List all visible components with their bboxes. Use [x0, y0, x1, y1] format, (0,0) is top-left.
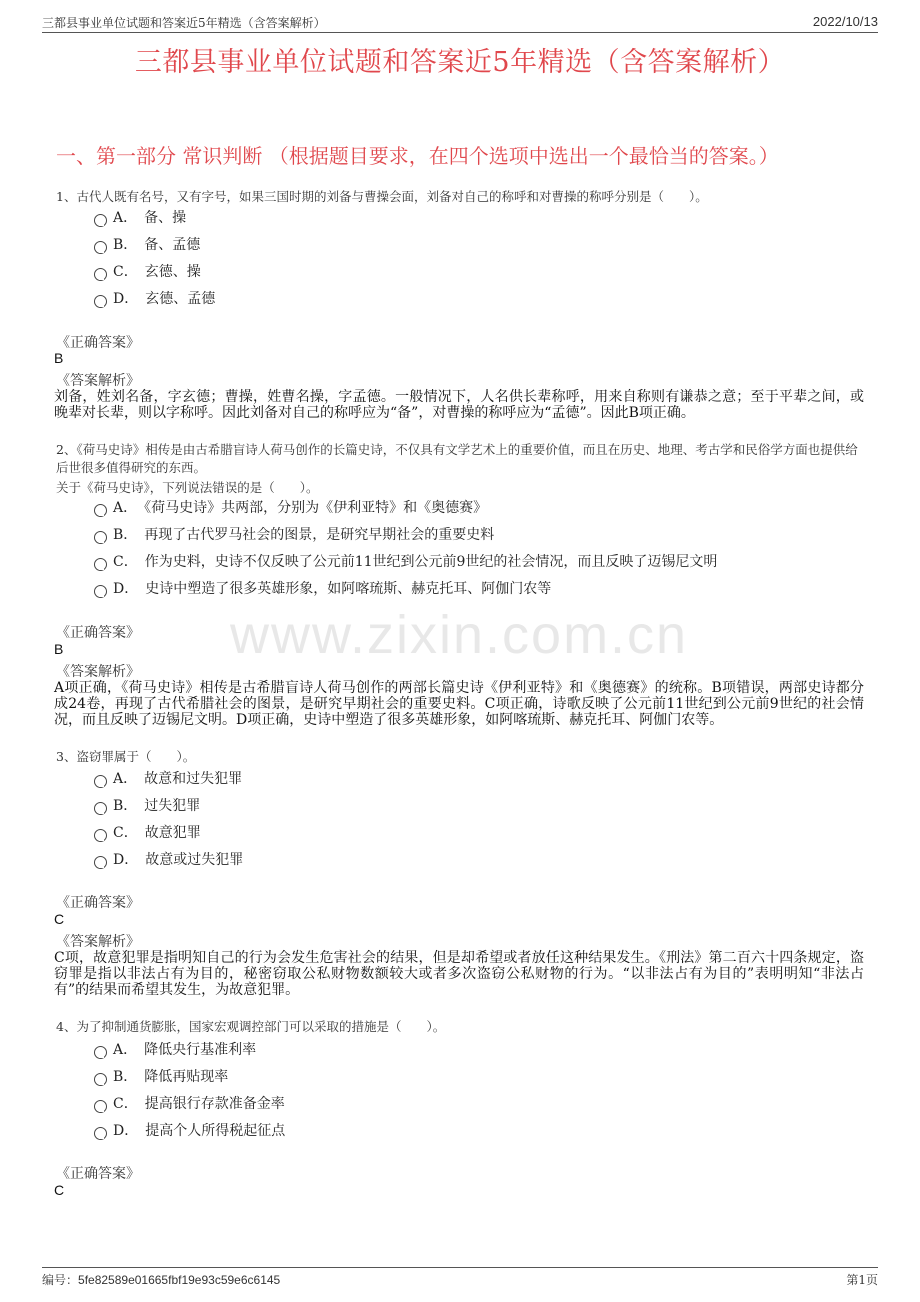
- question-stem: 1、古代人既有名号，又有字号，如果三国时期的刘备与曹操会面，刘备对自己的称呼和对曹操的称呼分别是（ ）。: [56, 189, 708, 204]
- radio-icon[interactable]: [94, 802, 107, 815]
- option-item[interactable]: B． 备、孟德: [94, 234, 200, 256]
- footer-doc-code: 编号：5fe82589e01665fbf19e93c59e6c6145: [42, 1273, 281, 1287]
- option-item[interactable]: A． 备、操: [94, 207, 186, 229]
- answer-value: B: [54, 641, 64, 657]
- radio-icon[interactable]: [94, 295, 107, 308]
- answer-value: C: [54, 911, 65, 927]
- option-item[interactable]: D． 提高个人所得税起征点: [94, 1120, 285, 1142]
- page-footer: [42, 1267, 878, 1288]
- radio-icon[interactable]: [94, 856, 107, 869]
- analysis-label: 《答案解析》: [56, 373, 140, 389]
- question-stem: 4、为了抑制通货膨胀，国家宏观调控部门可以采取的措施是（ ）。: [56, 1019, 446, 1034]
- radio-icon[interactable]: [94, 775, 107, 788]
- question-stem-line: 关于《荷马史诗》，下列说法错误的是（ ）。: [56, 480, 319, 495]
- analysis-label: 《答案解析》: [56, 934, 140, 950]
- radio-icon[interactable]: [94, 268, 107, 281]
- radio-icon[interactable]: [94, 585, 107, 598]
- radio-icon[interactable]: [94, 1100, 107, 1113]
- option-item[interactable]: B． 过失犯罪: [94, 795, 200, 817]
- question-stem: 3、盗窃罪属于（ ）。: [56, 749, 196, 764]
- option-item[interactable]: C． 故意犯罪: [94, 822, 201, 844]
- radio-icon[interactable]: [94, 531, 107, 544]
- answer-label: 《正确答案》: [56, 895, 140, 911]
- page-header: [42, 12, 878, 33]
- answer-value: B: [54, 350, 64, 366]
- radio-icon[interactable]: [94, 1046, 107, 1059]
- option-item[interactable]: B． 降低再贴现率: [94, 1066, 228, 1088]
- document-title: 三都县事业单位试题和答案近5年精选（含答案解析）: [134, 47, 786, 78]
- analysis-text: C项，故意犯罪是指明知自己的行为会发生危害社会的结果，但是却希望或者放任这种结果发生。《刑法》第二百六十四条规定，盗窃罪是指以非法占有为目的，秘密窃取公私财物数额较大或者多次盗窃公私财物的行为。“以非法占有为目的”表明明知“非法占有”的结果而希望其发生，为故意犯罪。: [54, 950, 864, 998]
- option-item[interactable]: C． 玄德、操: [94, 261, 201, 283]
- header-date: 2022/10/13: [812, 14, 878, 29]
- radio-icon[interactable]: [94, 241, 107, 254]
- answer-label: 《正确答案》: [56, 1166, 140, 1182]
- analysis-text: 刘备，姓刘名备，字玄德；曹操，姓曹名操，字孟德。一般情况下，人名供长辈称呼，用来自称则有谦恭之意；至于平辈之间，或晚辈对长辈，则以字称呼。因此刘备对自己的称呼应为“备”，对曹操的称呼应为“孟德”。因此B项正确。: [54, 389, 864, 421]
- answer-label: 《正确答案》: [56, 335, 140, 351]
- section-heading: 一、第一部分 常识判断 （根据题目要求，在四个选项中选出一个最恰当的答案。）: [56, 144, 779, 168]
- footer-page-number: 第1页: [846, 1273, 878, 1287]
- question-stem: 2、《荷马史诗》相传是由古希腊盲诗人荷马创作的长篇史诗，不仅具有文学艺术上的重要价值，而且在历史、地理、考古学和民俗学方面也提供给后世很多值得研究的东西。: [56, 442, 858, 475]
- radio-icon[interactable]: [94, 829, 107, 842]
- radio-icon[interactable]: [94, 214, 107, 227]
- option-item[interactable]: C． 作为史料，史诗不仅反映了公元前11世纪到公元前9世纪的社会情况，而且反映了迈锡尼文明: [94, 551, 717, 573]
- option-item[interactable]: D． 玄德、孟德: [94, 288, 215, 310]
- option-item[interactable]: C． 提高银行存款准备金率: [94, 1093, 285, 1115]
- header-doc-title: 三都县事业单位试题和答案近5年精选（含答案解析）: [42, 16, 326, 30]
- radio-icon[interactable]: [94, 504, 107, 517]
- option-item[interactable]: A． 《荷马史诗》共两部，分别为《伊利亚特》和《奥德赛》: [94, 497, 487, 519]
- option-item[interactable]: B． 再现了古代罗马社会的图景，是研究早期社会的重要史料: [94, 524, 494, 546]
- radio-icon[interactable]: [94, 1073, 107, 1086]
- analysis-text: A项正确，《荷马史诗》相传是古希腊盲诗人荷马创作的两部长篇史诗《伊利亚特》和《奥德赛》的统称。B项错误，两部史诗都分成24卷，再现了古代希腊社会的图景，是研究早期社会的重要史料。C项正确，诗歌反映了公元前11世纪到公元前9世纪的社会情况，而且反映了迈锡尼文明。D项正确，史诗中塑造了很多英雄形象，如阿喀琉斯、赫克托耳、阿伽门农等。: [54, 680, 864, 728]
- watermark: www.zixin.com.cn: [230, 605, 689, 665]
- option-item[interactable]: D． 故意或过失犯罪: [94, 849, 243, 871]
- analysis-label: 《答案解析》: [56, 664, 140, 680]
- option-item[interactable]: A． 降低央行基准利率: [94, 1039, 256, 1061]
- answer-value: C: [54, 1182, 65, 1198]
- answer-label: 《正确答案》: [56, 625, 140, 641]
- radio-icon[interactable]: [94, 1127, 107, 1140]
- option-item[interactable]: A． 故意和过失犯罪: [94, 768, 242, 790]
- option-item[interactable]: D． 史诗中塑造了很多英雄形象，如阿喀琉斯、赫克托耳、阿伽门农等: [94, 578, 551, 600]
- radio-icon[interactable]: [94, 558, 107, 571]
